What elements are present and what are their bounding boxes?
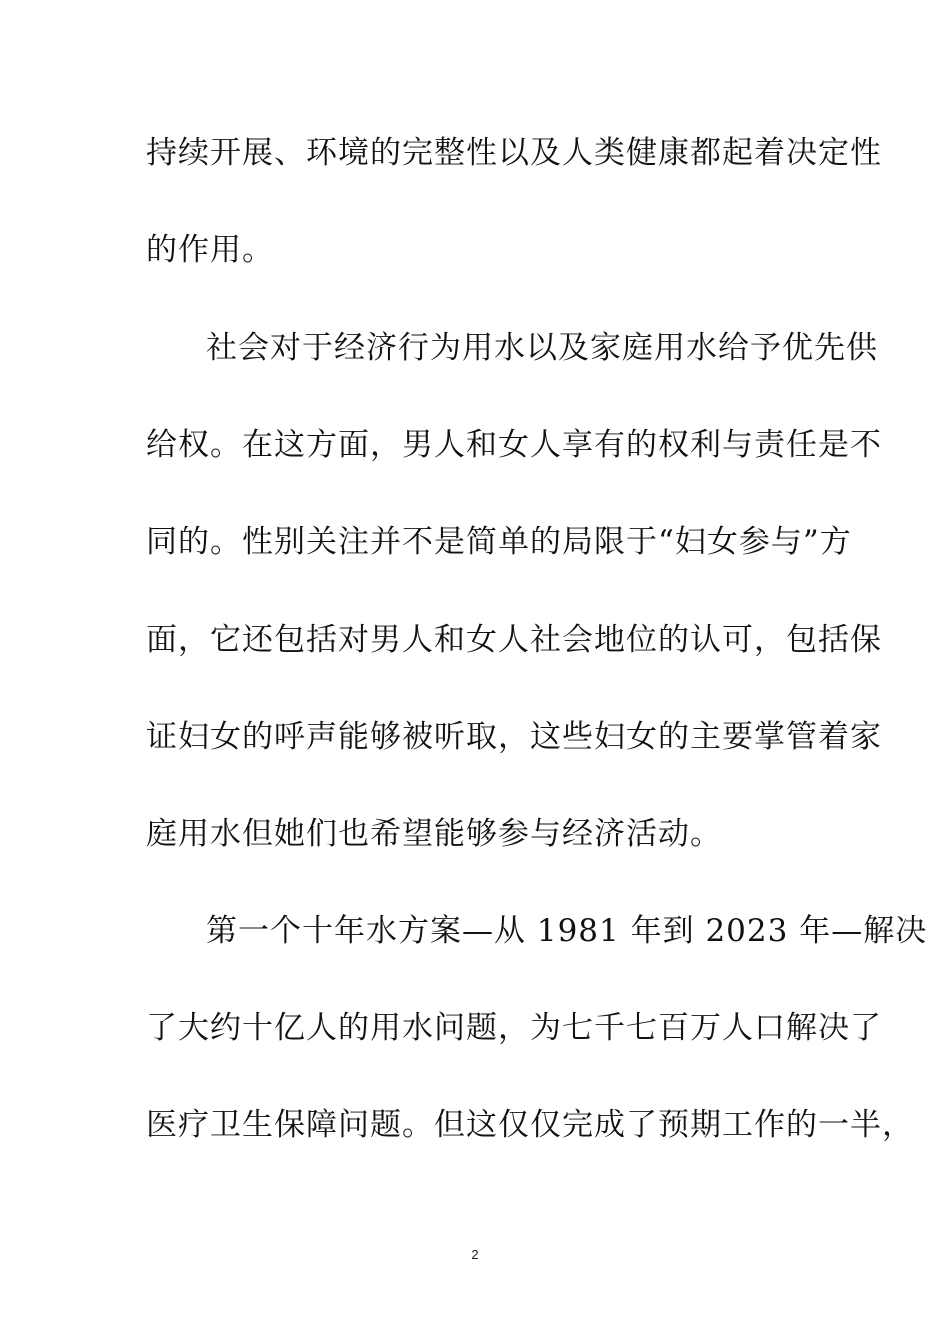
page-number: 2	[471, 1247, 479, 1262]
text-line: 面，它还包括对男人和女人社会地位的认可，包括保	[146, 622, 882, 658]
text-line: 给权。在这方面，男人和女人享有的权利与责任是不	[146, 427, 882, 463]
text-line: 同的。性别关注并不是简单的局限于“妇女参与”方	[146, 524, 852, 560]
text-line: 医疗卫生保障问题。但这仅仅完成了预期工作的一半，	[146, 1107, 914, 1143]
text-line: 持续开展、环境的完整性以及人类健康都起着决定性	[146, 135, 882, 171]
text-line: 了大约十亿人的用水问题，为七千七百万人口解决了	[146, 1010, 882, 1046]
text-line: 的作用。	[146, 232, 274, 268]
paragraph-start-line: 社会对于经济行为用水以及家庭用水给予优先供	[206, 330, 878, 366]
paragraph-start-line: 第一个十年水方案—从 1981 年到 2023 年—解决	[206, 913, 928, 949]
text-line: 庭用水但她们也希望能够参与经济活动。	[146, 816, 722, 852]
text-line: 证妇女的呼声能够被听取，这些妇女的主要掌管着家	[146, 719, 882, 755]
